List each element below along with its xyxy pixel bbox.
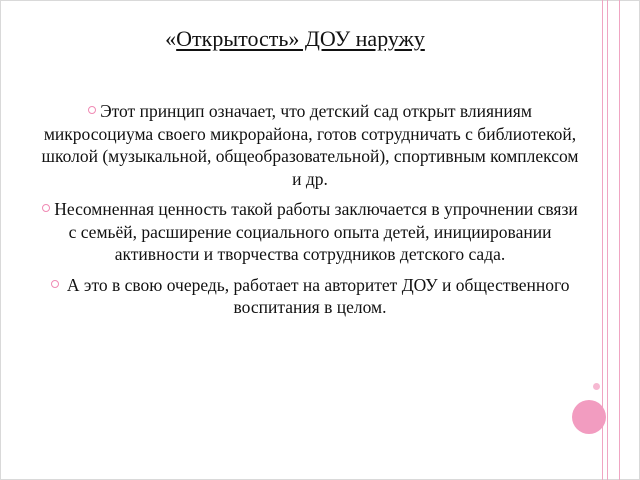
ring-bullet-icon: [51, 280, 59, 288]
ring-bullet-icon: [88, 106, 96, 114]
ring-bullet-icon: [42, 204, 50, 212]
title-open-quote: «: [165, 26, 177, 51]
bullet-list: [40, 100, 580, 327]
title-text: Открытость» ДОУ наружу: [176, 26, 425, 51]
bullet-item: [40, 100, 580, 190]
decorative-vertical-rule: [619, 0, 620, 480]
decorative-vertical-rule: [607, 0, 608, 480]
bullet-text: А это в свою очередь, работает на авторитет ДОУ и общественного воспитания в целом.: [62, 274, 570, 317]
bullet-text: Несомненная ценность такой работы заключается в упрочнении связи с семьёй, расширение социального опыта детей, инициировании активности и творчества сотрудников детского сада.: [54, 199, 578, 264]
small-pink-circle-icon: [593, 383, 600, 390]
large-pink-circle-icon: [572, 400, 606, 434]
slide-title: [0, 25, 590, 53]
bullet-text: Этот принцип означает, что детский сад открыт влияниям микросоциума своего микрорайона, готов сотрудничать с библиотекой, школой (музыкальной, общеобразовательной), спортивным комплексом и др.: [41, 101, 579, 189]
bullet-item: [40, 198, 580, 266]
bullet-item: [40, 274, 580, 319]
